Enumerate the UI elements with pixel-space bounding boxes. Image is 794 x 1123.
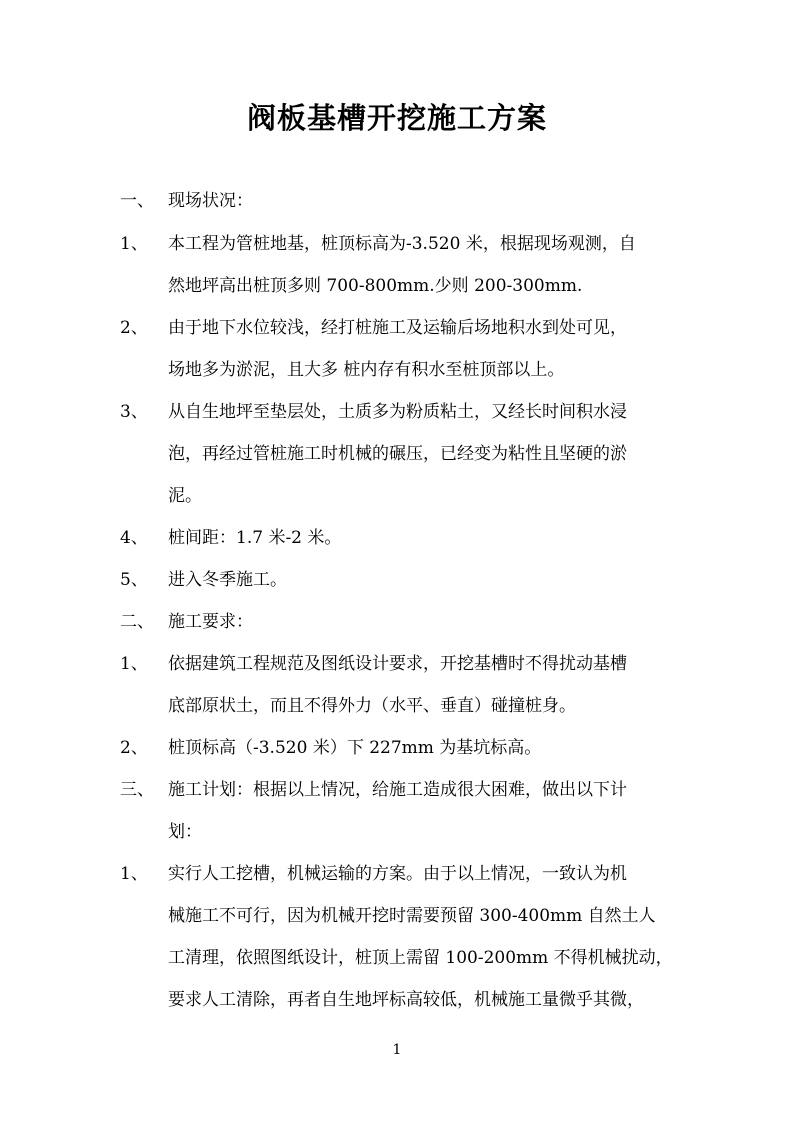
- list-item-marker: 1、: [120, 654, 148, 674]
- list-item-line: 然地坪高出桩顶多则 700-800mm.少则 200-300mm.: [168, 276, 583, 296]
- list-item-line: 底部原状土，而且不得外力（水平、垂直）碰撞桩身。: [168, 696, 576, 716]
- list-item-line: 场地多为淤泥，且大多 桩内存有积水至桩顶部以上。: [168, 360, 565, 380]
- list-item-marker: 4、: [120, 528, 148, 548]
- list-item-marker: 2、: [120, 738, 148, 758]
- section-heading: 现场状况：: [168, 191, 253, 211]
- list-item-line: 实行人工挖槽，机械运输的方案。由于以上情况，一致认为机: [168, 864, 627, 884]
- page-number: 1: [392, 1042, 402, 1058]
- list-item-marker: 5、: [120, 570, 148, 590]
- section-heading: 施工要求：: [168, 612, 253, 632]
- list-item-marker: 1、: [120, 234, 148, 254]
- list-item-marker: 3、: [120, 402, 148, 422]
- list-item-line: 由于地下水位较浅，经打桩施工及运输后场地积水到处可见，: [168, 318, 627, 338]
- list-item-marker: 1、: [120, 864, 148, 884]
- section-heading: 施工计划：根据以上情况，给施工造成很大困难，做出以下计: [168, 780, 627, 800]
- list-item-marker: 2、: [120, 318, 148, 338]
- section-marker: 一、: [120, 191, 154, 211]
- section-marker: 二、: [120, 612, 154, 632]
- list-item-line: 进入冬季施工。: [168, 570, 287, 590]
- document-title: 阀板基槽开挖施工方案: [246, 101, 547, 135]
- list-item-line: 要求人工清除，再者自生地坪标高较低，机械施工量微乎其微，: [168, 990, 644, 1010]
- list-item-line: 依据建筑工程规范及图纸设计要求，开挖基槽时不得扰动基槽: [168, 654, 627, 674]
- list-item-line: 本工程为管桩地基，桩顶标高为-3.520 米，根据现场观测，自: [168, 234, 636, 254]
- section-heading: 划：: [168, 822, 202, 842]
- list-item-line: 械施工不可行，因为机械开挖时需要预留 300-400mm 自然土人: [168, 906, 656, 926]
- list-item-line: 泡，再经过管桩施工时机械的碾压，已经变为粘性且坚硬的淤: [168, 444, 627, 464]
- list-item-line: 从自生地坪至垫层处，土质多为粉质粘土，又经长时间积水浸: [168, 402, 627, 422]
- list-item-line: 工清理，依照图纸设计，桩顶上需留 100-200mm 不得机械扰动，: [168, 948, 673, 968]
- list-item-line: 泥。: [168, 486, 202, 506]
- list-item-line: 桩顶标高（-3.520 米）下 227mm 为基坑标高。: [168, 738, 542, 758]
- section-marker: 三、: [120, 780, 154, 800]
- list-item-line: 桩间距：1.7 米-2 米。: [168, 528, 342, 548]
